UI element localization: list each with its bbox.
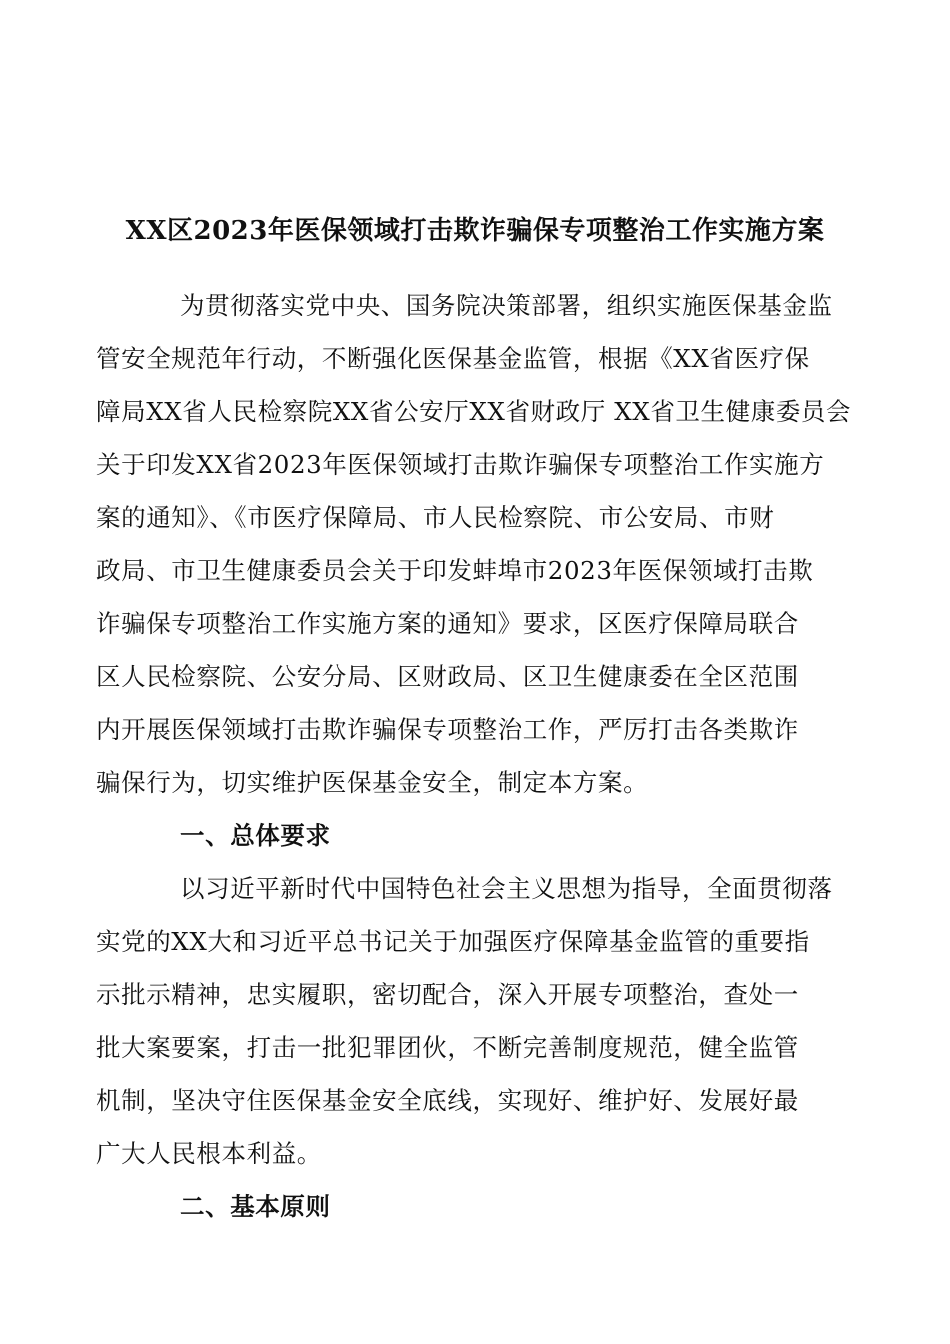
paragraph-line: 机制，坚决守住医保基金安全底线，实现好、维护好、发展好最	[96, 1086, 799, 1115]
paragraph-line: 内开展医保领域打击欺诈骗保专项整治工作，严厉打击各类欺诈	[96, 715, 799, 744]
paragraph-line: 示批示精神，忠实履职，密切配合，深入开展专项整治，查处一	[96, 980, 799, 1009]
paragraph-line: 批大案要案，打击一批犯罪团伙，不断完善制度规范，健全监管	[96, 1033, 799, 1062]
paragraph-line: 区人民检察院、公安分局、区财政局、区卫生健康委在全区范围	[96, 662, 799, 691]
section-heading-basic-principles: 二、基本原则	[180, 1192, 331, 1221]
section-heading-overall-requirements: 一、总体要求	[180, 821, 331, 850]
paragraph-line: 政局、市卫生健康委员会关于印发蚌埠市2023年医保领域打击欺	[96, 556, 814, 585]
paragraph-line: 障局XX省人民检察院XX省公安厅XX省财政厅 XX省卫生健康委员会	[96, 397, 852, 426]
paragraph-line: 为贯彻落实党中央、国务院决策部署，组织实施医保基金监	[180, 291, 833, 320]
paragraph-line: 案的通知》、《市医疗保障局、市人民检察院、市公安局、市财	[96, 503, 775, 532]
paragraph-line: 诈骗保专项整治工作实施方案的通知》要求，区医疗保障局联合	[96, 609, 799, 638]
paragraph-line: 骗保行为，切实维护医保基金安全，制定本方案。	[96, 768, 649, 797]
paragraph-line: 管安全规范年行动，不断强化医保基金监管，根据《XX省医疗保	[96, 344, 810, 373]
paragraph-line: 以习近平新时代中国特色社会主义思想为指导，全面贯彻落	[180, 874, 833, 903]
paragraph-line: 关于印发XX省2023年医保领域打击欺诈骗保专项整治工作实施方	[96, 450, 825, 479]
document-title: XX区2023年医保领域打击欺诈骗保专项整治工作实施方案	[125, 216, 825, 246]
paragraph-line: 广大人民根本利益。	[96, 1139, 322, 1168]
paragraph-line: 实党的XX大和习近平总书记关于加强医疗保障基金监管的重要指	[96, 927, 810, 956]
